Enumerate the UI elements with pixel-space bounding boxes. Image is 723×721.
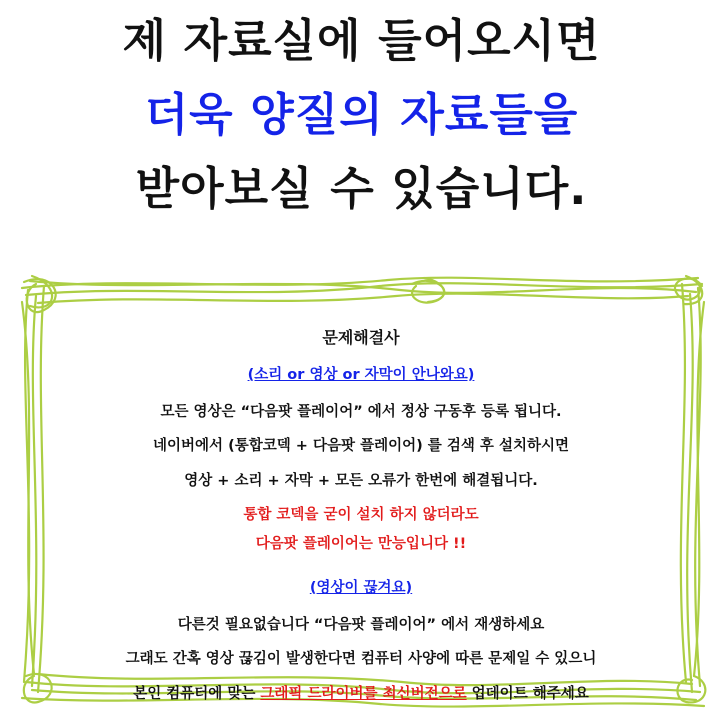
headline-line-3: 받아보실 수 있습니다.: [135, 162, 588, 215]
group2-line-2: 그래도 간혹 영상 끊김이 발생한다면 컴퓨터 사양에 따른 문제일 수 있으니: [125, 651, 597, 667]
group2-line-3-suffix: 업데이트 해주세요: [466, 685, 589, 702]
headline-block: [0, 14, 723, 215]
group2-line-3-prefix: 본인 컴퓨터에 맞는: [133, 685, 261, 702]
group1-line-1: 모든 영상은 “다음팟 플레이어” 에서 정상 구동후 등록 됩니다.: [160, 403, 562, 420]
group1-line-3: 영상 + 소리 + 자막 + 모든 오류가 한번에 해결됩니다.: [184, 472, 538, 489]
panel-content: [46, 330, 676, 721]
group2-line-3: [46, 687, 676, 702]
group1-line-2: 네이버에서 (통합코덱 + 다음팟 플레이어) 를 검색 후 설치하시면: [153, 438, 569, 454]
group1-question: (소리 or 영상 or 자막이 안나와요): [247, 367, 475, 383]
info-panel: [8, 262, 715, 710]
section-title: 문제해결사: [322, 328, 400, 347]
group1-highlight-2: 다음팟 플레이어는 만능입니다 !!: [255, 535, 467, 552]
section-spacer: [46, 551, 676, 581]
group2-line-3-highlight: 그래픽 드라이버를 최신버전으로: [260, 685, 467, 702]
group1-highlight-1: 통합 코덱을 굳이 설치 하지 않더라도: [243, 507, 479, 523]
group2-line-1: 다른것 필요없습니다 “다음팟 플레이어” 에서 재생하세요: [177, 616, 545, 633]
group2-question: (영상이 끊겨요): [309, 580, 413, 596]
headline-line-1: 제 자료실에 들어오시면: [122, 14, 601, 67]
headline-line-2: 더욱 양질의 자료들을: [144, 88, 579, 141]
